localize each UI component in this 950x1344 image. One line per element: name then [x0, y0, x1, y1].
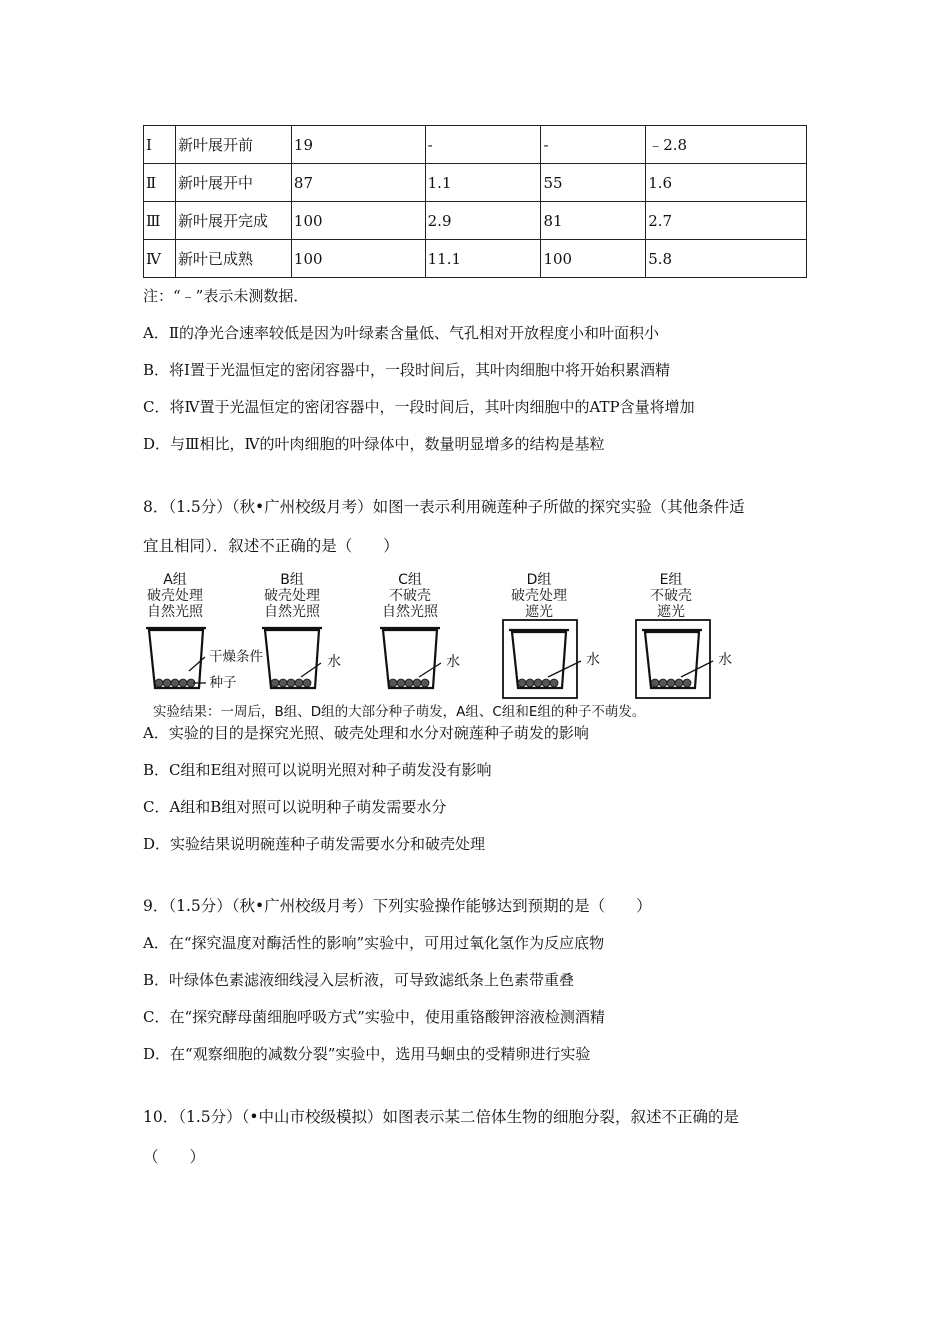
- table-cell: Ⅲ: [144, 202, 176, 240]
- group-a-light: 自然光照: [147, 604, 203, 620]
- q7-option-d: D．与Ⅲ相比，Ⅳ的叶肉细胞的叶绿体中，数量明显增多的结构是基粒: [143, 435, 605, 453]
- group-b: [262, 572, 341, 688]
- table-cell: 100: [541, 240, 646, 278]
- table-cell: 新叶展开前: [175, 126, 291, 164]
- group-a-name: A组: [163, 572, 187, 588]
- table-cell: 1.6: [646, 164, 807, 202]
- table-cell: 100: [291, 240, 425, 278]
- q7-option-a: A．Ⅱ的净光合速率较低是因为叶绿素含量低、气孔相对开放程度小和叶面积小: [143, 324, 660, 342]
- group-a-treatment: 破壳处理: [147, 588, 203, 604]
- group-c: [380, 572, 460, 688]
- q8-stem-line2: 宜且相同）．叙述不正确的是（ ）: [143, 537, 399, 555]
- group-a: [146, 572, 263, 691]
- table-cell: Ⅳ: [144, 240, 176, 278]
- seeds: [389, 679, 429, 687]
- group-b-treatment: 破壳处理: [264, 588, 320, 604]
- q8-option-c: C．A组和B组对照可以说明种子萌发需要水分: [143, 798, 447, 816]
- group-c-treatment: 不破壳: [389, 588, 431, 604]
- group-d: [503, 572, 600, 698]
- group-c-light: 自然光照: [382, 604, 438, 620]
- table-row: [144, 164, 807, 202]
- group-d-name: D组: [526, 572, 552, 588]
- seeds: [651, 679, 691, 687]
- seeds: [155, 679, 195, 687]
- group-b-name: B组: [280, 572, 304, 588]
- table-cell: 11.1: [425, 240, 541, 278]
- table-row: [144, 202, 807, 240]
- seeds: [271, 679, 311, 687]
- table-row: [144, 240, 807, 278]
- label-water: 水: [327, 654, 341, 670]
- q9-option-d: D．在“观察细胞的减数分裂”实验中，选用马蛔虫的受精卵进行实验: [143, 1045, 591, 1063]
- group-e-name: E组: [659, 572, 683, 588]
- q8-option-b: B．C组和E组对照可以说明光照对种子萌发没有影响: [143, 761, 492, 779]
- table-cell: Ⅱ: [144, 164, 176, 202]
- q8-option-d: D．实验结果说明碗莲种子萌发需要水分和破壳处理: [143, 835, 486, 853]
- q9-option-a: A．在“探究温度对酶活性的影响”实验中，可用过氧化氢作为反应底物: [143, 934, 605, 952]
- group-e-treatment: 不破壳: [650, 588, 692, 604]
- label-water: 水: [586, 652, 600, 668]
- table-cell: 新叶展开中: [175, 164, 291, 202]
- q7-option-b: B．将Ⅰ置于光温恒定的密闭容器中，一段时间后，其叶肉细胞中将开始积累酒精: [143, 361, 670, 379]
- table-cell: 2.9: [425, 202, 541, 240]
- table-cell: ﹣2.8: [646, 126, 807, 164]
- table-cell: -: [425, 126, 541, 164]
- q10-stem-line1: 10．（1.5分）（•中山市校级模拟）如图表示某二倍体生物的细胞分裂，叙述不正确的是: [143, 1108, 740, 1126]
- seed-germination-experiment-figure: [143, 566, 743, 721]
- q7-option-c: C．将Ⅳ置于光温恒定的密闭容器中，一段时间后，其叶肉细胞中的ATP含量将增加: [143, 398, 695, 416]
- leaf-data-table: [143, 125, 807, 278]
- table-cell: 2.7: [646, 202, 807, 240]
- group-c-name: C组: [398, 572, 422, 588]
- table-cell: 新叶已成熟: [175, 240, 291, 278]
- table-cell: 1.1: [425, 164, 541, 202]
- q10-stem-line2: （ ）: [143, 1148, 206, 1166]
- q8-stem-line1: 8．（1.5分）（秋•广州校级月考）如图一表示利用碗莲种子所做的探究实验（其他条件适: [143, 498, 745, 516]
- group-b-light: 自然光照: [264, 604, 320, 620]
- table-cell: 19: [291, 126, 425, 164]
- group-d-light: 遮光: [525, 604, 553, 620]
- experiment-result: 实验结果：一周后，B组、D组的大部分种子萌发，A组、C组和E组的种子不萌发。: [153, 704, 646, 720]
- table-cell: Ⅰ: [144, 126, 176, 164]
- table-cell: 5.8: [646, 240, 807, 278]
- group-e: [636, 572, 732, 698]
- table-cell: 100: [291, 202, 425, 240]
- label-water: 水: [718, 652, 732, 668]
- q9-option-b: B．叶绿体色素滤液细线浸入层析液，可导致滤纸条上色素带重叠: [143, 971, 575, 989]
- label-water: 水: [446, 654, 460, 670]
- q9-stem: 9．（1.5分）（秋•广州校级月考）下列实验操作能够达到预期的是（ ）: [143, 897, 652, 915]
- table-row: [144, 126, 807, 164]
- table-note: 注：“﹣”表示未测数据．: [143, 287, 309, 305]
- table-cell: 81: [541, 202, 646, 240]
- q8-option-a: A．实验的目的是探究光照、破壳处理和水分对碗莲种子萌发的影响: [143, 724, 589, 742]
- table-cell: 55: [541, 164, 646, 202]
- seeds: [518, 679, 558, 687]
- table-cell: 87: [291, 164, 425, 202]
- label-dry-condition: 干燥条件: [209, 649, 263, 665]
- table-cell: 新叶展开完成: [175, 202, 291, 240]
- group-d-treatment: 破壳处理: [511, 588, 567, 604]
- group-e-light: 遮光: [657, 604, 685, 620]
- q9-option-c: C．在“探究酵母菌细胞呼吸方式”实验中，使用重铬酸钾溶液检测酒精: [143, 1008, 605, 1026]
- table-cell: -: [541, 126, 646, 164]
- label-seed: 种子: [209, 675, 237, 691]
